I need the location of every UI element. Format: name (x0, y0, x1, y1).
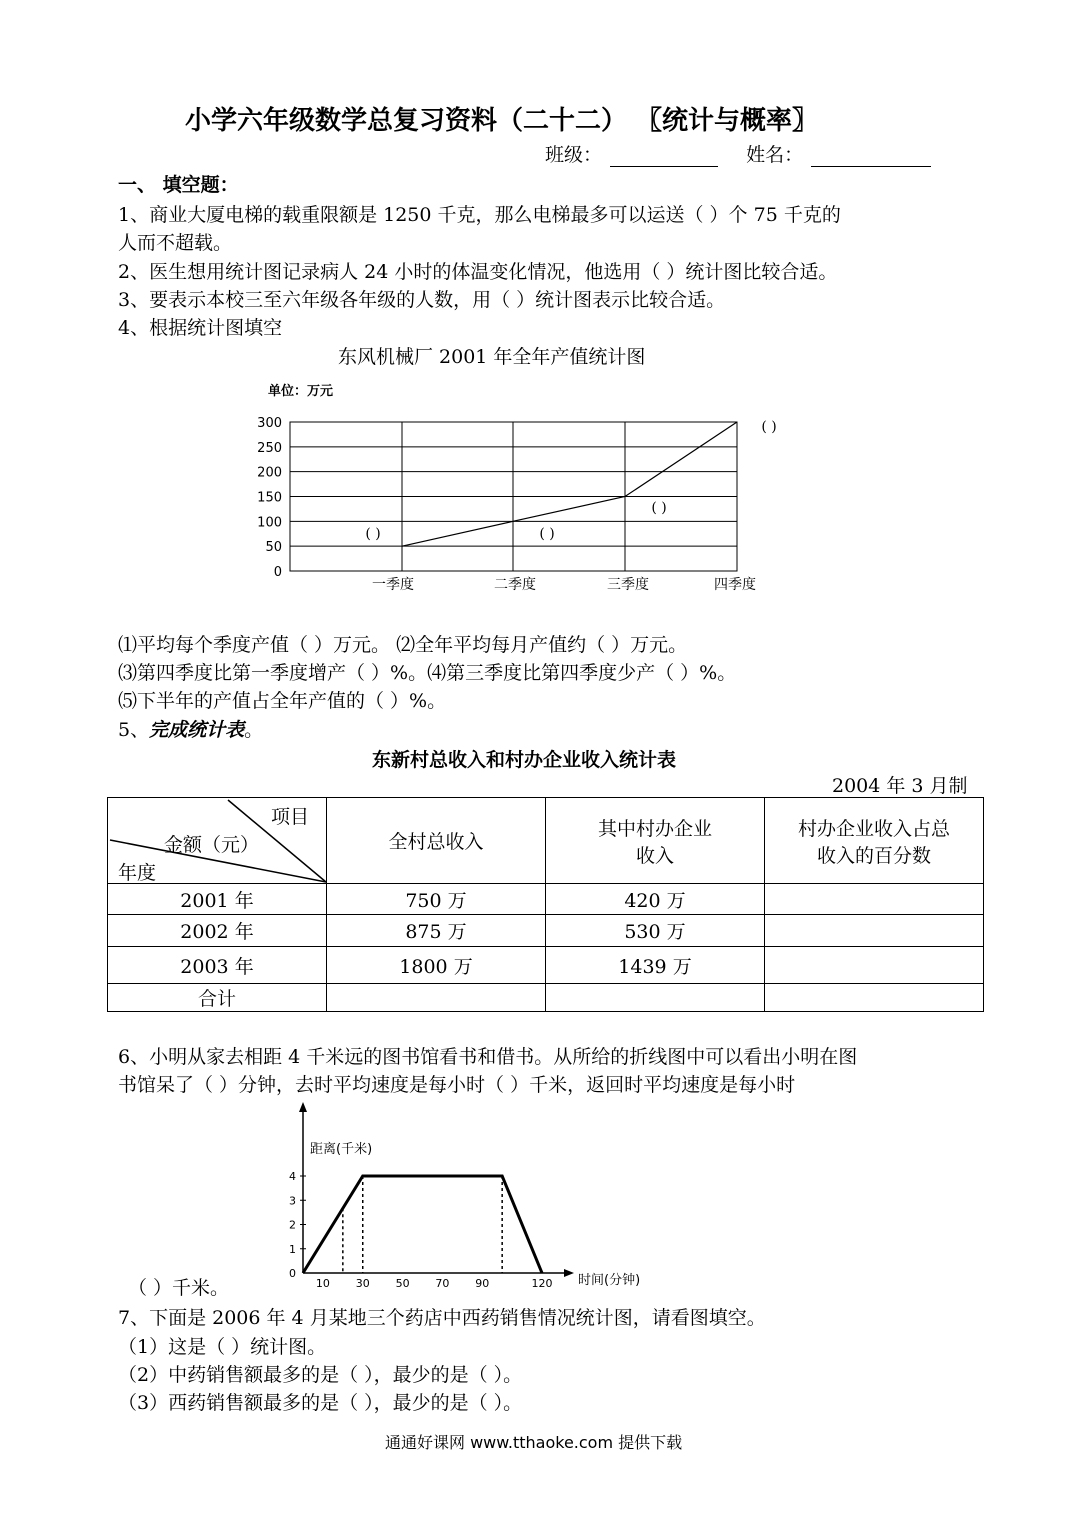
chart2-x-tick-label: 30 (355, 1277, 370, 1290)
chart1-y-tick-label: 200 (257, 465, 282, 481)
table-row (108, 915, 984, 947)
table-row (108, 884, 984, 915)
chart1-title: 东风机械厂 2001 年全年产值统计图 (338, 346, 646, 368)
chart1-x-tick-label: 二季度 (494, 577, 536, 593)
header-enterprise-income (546, 798, 765, 884)
name-label: 姓名： (746, 144, 804, 166)
chart1-y-tick-label: 300 (257, 416, 282, 431)
question-1-line-2: 人而不超载。 (118, 232, 233, 254)
chart2-series-line (303, 1176, 542, 1273)
chart1-y-tick-label: 100 (257, 515, 282, 531)
row-sum-percentage-blank[interactable] (765, 984, 984, 1012)
chart2-ticks (289, 1170, 553, 1290)
chart2-dashed-guides (343, 1176, 502, 1273)
chart2-y-tick-label: 4 (289, 1170, 296, 1183)
question-4-part-3: ⑸下半年的产值占全年产值的（ ）%。 (118, 690, 447, 712)
header-percentage-line2: 收入的百分数 (816, 844, 931, 867)
question-6-line-3: （ ）千米。 (128, 1277, 230, 1299)
chart1-blank-label: ( ) (365, 526, 381, 542)
question-7-part-2: （2）中药销售额最多的是（ ），最少的是（ ）。 (118, 1364, 523, 1386)
row-total: 750 万 (327, 884, 546, 915)
question-4-part-1: ⑴平均每个季度产值（ ）万元。 ⑵全年平均每月产值约（ ）万元。 (118, 634, 688, 656)
corner-item-label: 项目 (271, 806, 310, 828)
chart1-unit-label: 单位：万元 (268, 384, 334, 399)
page-title: 小学六年级数学总复习资料（二十二） 〖统计与概率〗 (185, 106, 819, 136)
chart1-series-line (402, 422, 737, 546)
question-6-line-2: 书馆呆了（ ）分钟，去时平均速度是每小时（ ）千米，返回时平均速度是每小时 (118, 1074, 796, 1096)
table-header-row (108, 798, 984, 884)
class-label: 班级： (545, 144, 603, 166)
table-row (108, 947, 984, 984)
header-total-income: 全村总收入 (327, 798, 546, 884)
name-blank[interactable] (811, 146, 931, 167)
row-enterprise: 530 万 (546, 915, 765, 947)
section-heading: 一、 填空题： (118, 174, 239, 196)
chart1-blank-label: ( ) (651, 500, 667, 516)
chart1-x-tick-label: 一季度 (372, 577, 414, 593)
row-enterprise: 420 万 (546, 884, 765, 915)
chart1-blank-label: ( ) (539, 526, 555, 542)
row-enterprise: 1439 万 (546, 947, 765, 984)
header-enterprise-line1: 其中村办企业 (597, 817, 712, 840)
row-percentage-blank[interactable] (765, 947, 984, 984)
student-info (545, 140, 939, 167)
chart1-x-ticks (372, 576, 756, 593)
row-year: 2003 年 (108, 947, 327, 984)
chart2-y-tick-label: 3 (289, 1194, 296, 1208)
chart1-y-tick-label: 50 (265, 540, 282, 556)
row-total: 875 万 (327, 915, 546, 947)
row-sum-label: 合计 (108, 984, 327, 1012)
chart2-x-tick-label: 10 (315, 1277, 330, 1290)
header-enterprise-line2: 收入 (635, 844, 674, 867)
chart2-x-tick-label: 90 (475, 1277, 490, 1290)
chart1-y-tick-label: 0 (273, 565, 282, 580)
chart2-x-tick-label: 50 (395, 1277, 410, 1290)
row-year: 2002 年 (108, 915, 327, 947)
question-4-part-2: ⑶第四季度比第一季度增产（ ）%。⑷第三季度比第四季度少产（ ）%。 (118, 662, 737, 684)
income-table (107, 797, 984, 1012)
table-title: 东新村总收入和村办企业收入统计表 (372, 749, 677, 771)
question-7-part-1: （1）这是（ ）统计图。 (118, 1336, 327, 1358)
corner-header-cell (108, 798, 327, 884)
chart2-y-tick-label: 2 (289, 1218, 296, 1232)
question-2: 2、医生想用统计图记录病人 24 小时的体温变化情况，他选用（ ）统计图比较合适。 (118, 261, 838, 283)
question-5-period: 。 (244, 719, 264, 741)
chart2-y-tick-label: 0 (289, 1267, 296, 1280)
question-5-number: 5、 (118, 719, 150, 741)
question-5-instruction: 完成统计表 (149, 719, 245, 741)
chart2-x-tick-label: 120 (531, 1277, 553, 1290)
chart2-y-arrow-icon (299, 1102, 307, 1112)
chart2-x-label: 时间(分钟) (578, 1273, 641, 1288)
question-4: 4、根据统计图填空 (118, 317, 283, 339)
chart2-y-label: 距离(千米) (310, 1142, 373, 1157)
chart1-x-tick-label: 四季度 (714, 577, 756, 593)
chart2-x-arrow-icon (564, 1269, 574, 1277)
row-year: 2001 年 (108, 884, 327, 915)
header-percentage-line1: 村办企业收入占总 (797, 817, 950, 840)
question-3: 3、要表示本校三至六年级各年级的人数，用（ ）统计图表示比较合适。 (118, 289, 726, 311)
chart2-x-tick-label: 70 (435, 1277, 450, 1290)
header-percentage (765, 798, 984, 884)
chart1-y-ticks (257, 416, 282, 580)
row-total: 1800 万 (327, 947, 546, 984)
question-7: 7、下面是 2006 年 4 月某地三个药店中西药销售情况统计图，请看图填空。 (118, 1307, 766, 1329)
table-row-total (108, 984, 984, 1012)
row-percentage-blank[interactable] (765, 915, 984, 947)
table-date: 2004 年 3 月制 (832, 775, 968, 797)
chart1-blank-label: ( ) (761, 419, 777, 435)
question-7-part-3: （3）西药销售额最多的是（ ），最少的是（ ）。 (118, 1392, 523, 1414)
footer-credit: 通通好课网 www.tthaoke.com 提供下载 (385, 1433, 683, 1452)
chart1-blank-labels (365, 419, 776, 542)
row-sum-enterprise-blank[interactable] (546, 984, 765, 1012)
chart1-y-tick-label: 150 (257, 490, 282, 506)
chart2-y-tick-label: 1 (289, 1242, 296, 1256)
question-1-line-1: 1、商业大厦电梯的载重限额是 1250 千克，那么电梯最多可以运送（ ）个 75 千克的 (118, 204, 841, 226)
question-6-line-1: 6、小明从家去相距 4 千米远的图书馆看书和借书。从所给的折线图中可以看出小明在图 (118, 1046, 858, 1068)
corner-year-label: 年度 (118, 862, 157, 884)
class-blank[interactable] (610, 146, 718, 167)
row-sum-total-blank[interactable] (327, 984, 546, 1012)
chart1-x-tick-label: 三季度 (607, 577, 649, 593)
chart1-y-tick-label: 250 (257, 440, 282, 456)
chart1-plot-frame (290, 422, 737, 571)
question-5 (118, 715, 263, 742)
corner-amount-label: 金额（元） (164, 834, 260, 856)
chart1-grid (290, 422, 737, 571)
row-percentage-blank[interactable] (765, 884, 984, 915)
